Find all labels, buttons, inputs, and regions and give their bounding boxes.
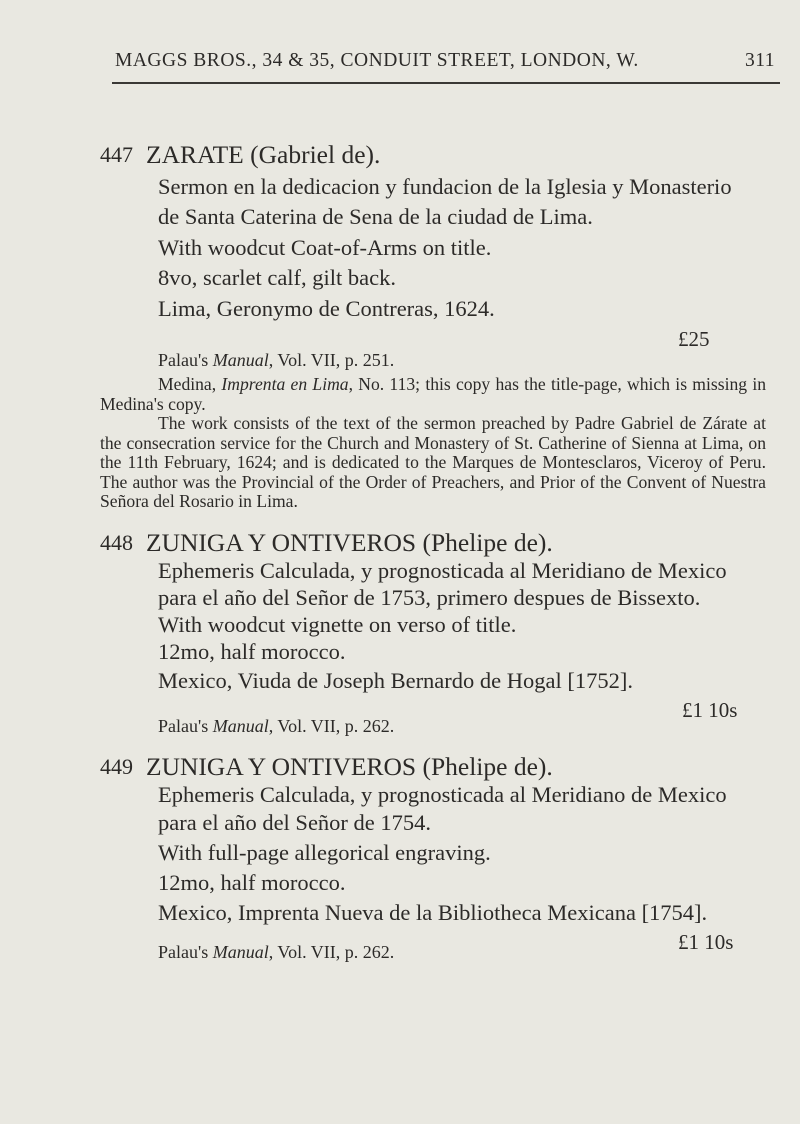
price: £25	[678, 327, 710, 351]
page-number: 311	[744, 50, 775, 71]
entry-number: 448	[100, 530, 133, 555]
illustration-line: With woodcut Coat-of-Arms on title.	[158, 235, 492, 260]
bibliographic-reference: Palau's Manual, Vol. VII, p. 251.	[158, 350, 395, 370]
entry-number: 449	[100, 754, 133, 779]
imprint-line: Mexico, Imprenta Nueva de la Bibliotheca Mexicana [1754].	[158, 900, 708, 925]
title-line-1: Ephemeris Calculada, y prognosticada al Meridiano de Mexico	[158, 558, 727, 583]
title-line-2: para el año del Señor de 1753, primero despues de Bissexto.	[158, 585, 701, 610]
bibliographic-reference: Palau's Manual, Vol. VII, p. 262.	[158, 942, 395, 962]
running-header	[115, 50, 775, 72]
format-line: 8vo, scarlet calf, gilt back.	[158, 265, 397, 290]
note-paragraph-2: The work consists of the text of the sermon preached by Padre Gabriel de Zárate at the consecration service for the Church and Monastery of St. Catherine of Sienna at Lima, on the 11th February, 1624; and is dedicated to the Marques de Montesclaros, Viceroy of Peru. The author was the Provincial of the Order of Preachers, and Prior of the Convent of Nuestra Señora del Rosario in Lima.	[100, 413, 766, 511]
imprint-line: Lima, Geronymo de Contreras, 1624.	[158, 296, 495, 321]
illustration-line: With full-page allegorical engraving.	[158, 840, 491, 865]
format-line: 12mo, half morocco.	[158, 870, 346, 895]
illustration-line: With woodcut vignette on verso of title.	[158, 612, 517, 637]
format-line: 12mo, half morocco.	[158, 639, 346, 664]
bibliographic-reference: Palau's Manual, Vol. VII, p. 262.	[158, 716, 395, 736]
title-line-2: de Santa Caterina de Sena de la ciudad de Lima.	[158, 204, 593, 229]
title-line-2: para el año del Señor de 1754.	[158, 810, 432, 835]
catalogue-entry-449	[100, 752, 770, 962]
entry-notes	[100, 375, 766, 512]
note-paragraph-1: Medina, Imprenta en Lima, No. 113; this copy has the title-page, which is missing in Medina's copy.	[100, 374, 767, 414]
title-line-1: Ephemeris Calculada, y prognosticada al Meridiano de Mexico	[158, 782, 727, 807]
price: £1 10s	[678, 930, 734, 954]
header-rule	[112, 82, 780, 84]
title-line-1: Sermon en la dedicacion y fundacion de la Iglesia y Monasterio	[158, 174, 732, 199]
catalogue-entry-447	[100, 140, 770, 511]
entry-heading: ZUNIGA Y ONTIVEROS (Phelipe de).	[146, 752, 553, 781]
header-text: MAGGS BROS., 34 & 35, CONDUIT STREET, LONDON, W.	[115, 50, 639, 71]
entry-number: 447	[100, 142, 133, 167]
imprint-line: Mexico, Viuda de Joseph Bernardo de Hogal [1752].	[158, 668, 633, 693]
price: £1 10s	[682, 698, 738, 722]
catalogue-entry-448	[100, 528, 770, 736]
entry-heading: ZARATE (Gabriel de).	[146, 140, 381, 169]
entry-heading: ZUNIGA Y ONTIVEROS (Phelipe de).	[146, 528, 553, 557]
